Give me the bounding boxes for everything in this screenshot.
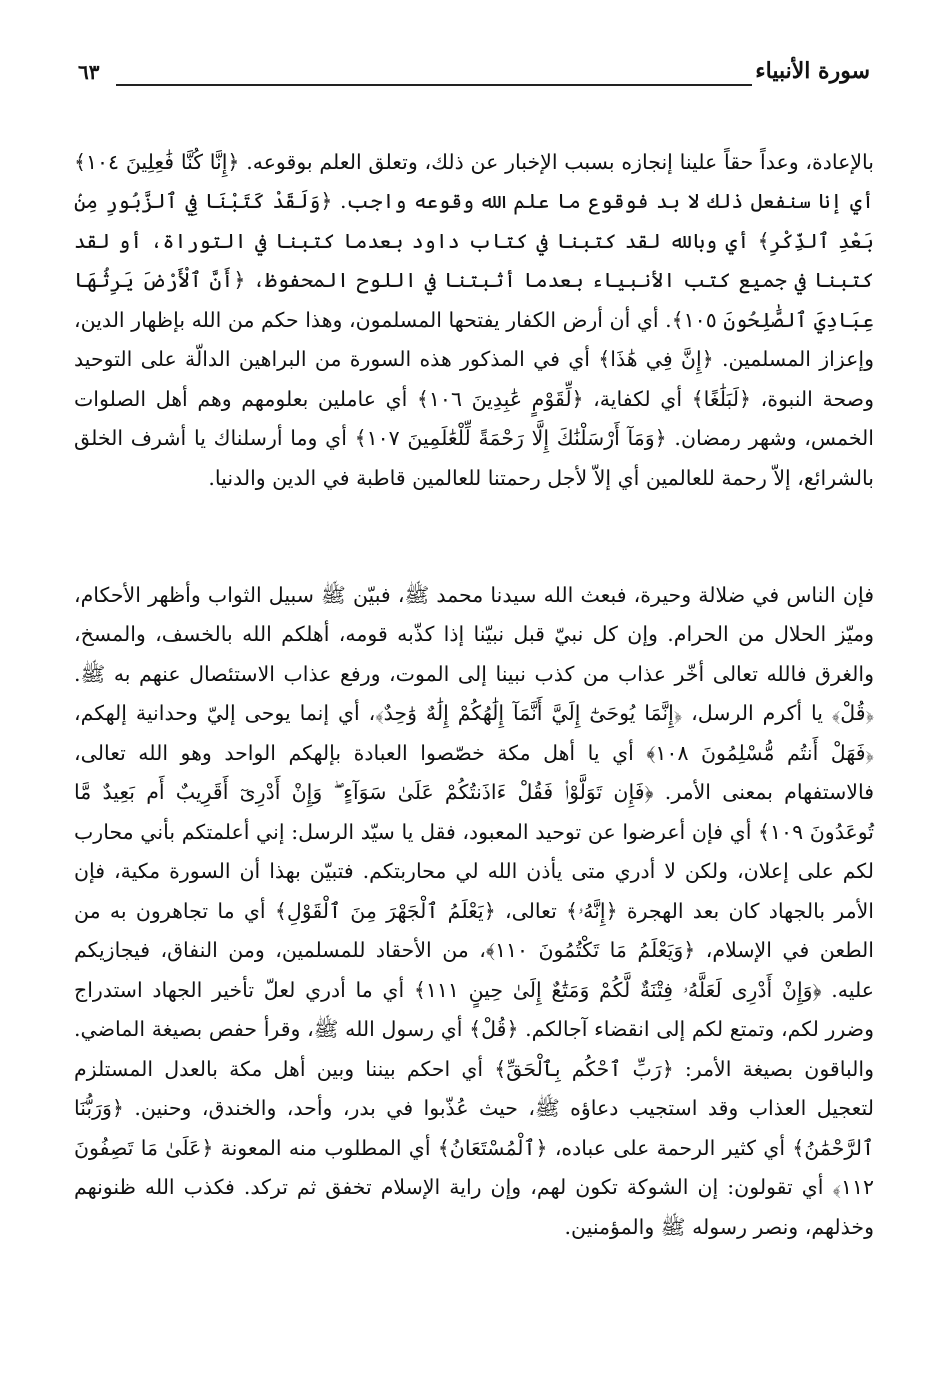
commentary-paragraph: فإن الناس في ضلالة وحيرة، فبعث الله سيدنا محمد ﷺ، فبيّن ﷺ سبيل الثواب وأظهر الأحكام، وميّز الحلال من الحرام. وإن كل نبيّ قبل نبيّنا إذا كذّبه قومه، أهلكم الله بالخسف، والمسخ، والغرق فالله تعالى أخّر عذاب من كذب نبينا إلى الموت، ورفع عذاب الاستئصال عنهم به ﷺ. ﴿قُلْ﴾ يا أكرم الرسل، ﴿إِنَّمَا يُوحَىٰٓ إِلَيَّ أَنَّمَآ إِلَٰهُكُمْ إِلَٰهٌ وَٰحِدٌ﴾، أي إنما يوحى إليّ وحدانية إلهكم، ﴿فَهَلْ أَنتُم مُّسْلِمُونَ ١٠٨﴾ أي يا أهل مكة خصّصوا العبادة بإلهكم الواحد وهو الله تعالى، فالاستفهام بمعنى الأمر. ﴿فَإِن تَوَلَّوْا۟ فَقُلْ ءَاذَنتُكُمْ عَلَىٰ سَوَآءٍ ۖ وَإِنْ أَدْرِىٓ أَقَرِيبٌ أَم بَعِيدٌ مَّا تُوعَدُونَ ١٠٩﴾ أي فإن أعرضوا عن توحيد المعبود، فقل يا سيّد الرسل: إني أعلمتكم بأني محارب لكم على إعلان، ولكن لا أدري متى يأذن الله لي محاربتكم. فتبيّن بهذا أن السورة مكية، فإن الأمر بالجهاد كان بعد الهجرة ﴿إِنَّهُۥ﴾ تعالى، ﴿يَعْلَمُ ٱلْجَهْرَ مِنَ ٱلْقَوْلِ﴾ أي ما تجاهرون به من الطعن في الإسلام، ﴿وَيَعْلَمُ مَا تَكْتُمُونَ ١١٠﴾، من الأحقاد للمسلمين، ومن النفاق، فيجازيكم عليه. ﴿وَإِنْ أَدْرِى لَعَلَّهُۥ فِتْنَةٌ لَّكُمْ وَمَتَٰعٌ إِلَىٰ حِينٍ ١١١﴾ أي ما أدري لعلّ تأخير الجهاد استدراج وضرر لكم، وتمتع لكم إلى انقضاء آجالكم. ﴿قُلْ﴾ أي رسول الله ﷺ، وقرأ حفص بصيغة الماضي. والباقون بصيغة الأمر: ﴿رَبِّ ٱحْكُم بِٱلْحَقِّ﴾ أي احكم بيننا وبين أهل مكة بالعدل المستلزم لتعجيل العذاب وقد استجيب دعاؤه ﷺ، حيث عُذّبوا في بدر، وأحد، والخندق، وحنين. ﴿وَرَبُّنَا ٱلرَّحْمَٰنُ﴾ أي كثير الرحمة على عباده، ﴿ٱلْمُسْتَعَانُ﴾ أي المطلوب منه المعونة ﴿عَلَىٰ مَا تَصِفُونَ ١١٢﴾ أي تقولون: إن الشوكة تكون لهم، وإن راية الإسلام تخفق ثم تركد. فكذب الله ظنونهم وخذلهم، ونصر رسوله ﷺ والمؤمنين. (74, 582, 874, 1239)
page-header (78, 58, 870, 92)
surah-title: سورة الأنبياء (755, 58, 870, 84)
header-rule (116, 84, 752, 86)
page-number: ٦٣ (78, 60, 100, 84)
commentary-paragraph: بالإعادة، وعداً حقاً علينا إنجازه بسبب الإخبار عن ذلك، وتعلق العلم بوقوعه. ﴿إِنَّا كُنَّا فَٰعِلِينَ ١٠٤﴾ أي إنا سنفعل ذلك لا بد فوقوع ما علم الله وقوعه واجب. ﴿وَلَقَدْ كَتَبْنَا فِي ٱلزَّبُورِ مِنۢ بَعْدِ ٱلذِّكْرِ﴾ أي وبالله لقد كتبنا في كتاب داود بعدما كتبنا في التوراة، أو لقد كتبنا في جميع كتب الأنبياء بعدما أثبتنا في اللوح المحفوظ، ﴿أَنَّ ٱلْأَرْضَ يَرِثُهَا عِبَادِيَ ٱلصَّٰلِحُونَ ١٠٥﴾. أي أن أرض الكفار يفتحها المسلمون، وهذا حكم من الله بإظهار الدين، وإعزاز المسلمين. ﴿إِنَّ فِي هَٰذَا﴾ أي في المذكور هذه السورة من البراهين الدالّة على التوحيد وصحة النبوة، ﴿لَبَلَٰغًا﴾ أي لكفاية، ﴿لِّقَوْمٍ عَٰبِدِينَ ١٠٦﴾ أي عاملين بعلومهم وهم أهل الصلوات الخمس، وشهر رمضان. ﴿وَمَآ أَرْسَلْنَٰكَ إِلَّا رَحْمَةً لِّلْعَٰلَمِينَ ١٠٧﴾ أي وما أرسلناك يا أشرف الخلق بالشرائع، إلاّ رحمة للعالمين أي إلاّ لأجل رحمتنا للعالمين قاطبة في الدين والدنيا. (74, 149, 874, 490)
